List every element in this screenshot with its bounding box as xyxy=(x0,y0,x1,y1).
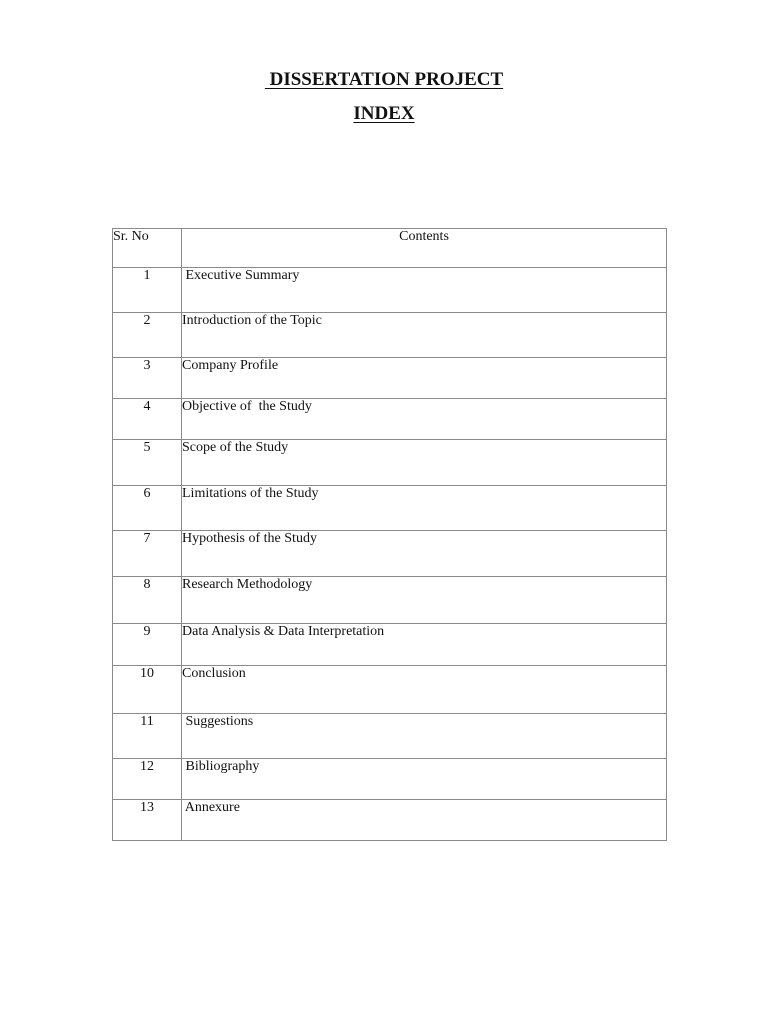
row-content: Scope of the Study xyxy=(182,440,667,486)
header-contents: Contents xyxy=(182,229,667,268)
table-row xyxy=(113,486,667,531)
table-row xyxy=(113,759,667,800)
row-number: 10 xyxy=(113,666,182,714)
row-content: Hypothesis of the Study xyxy=(182,531,667,577)
row-content: Introduction of the Topic xyxy=(182,313,667,358)
table-row xyxy=(113,440,667,486)
row-number: 9 xyxy=(113,624,182,666)
row-content: Executive Summary xyxy=(182,268,667,313)
row-content: Research Methodology xyxy=(182,577,667,624)
row-number: 5 xyxy=(113,440,182,486)
row-content: Company Profile xyxy=(182,358,667,399)
table-row xyxy=(113,714,667,759)
row-content: Annexure xyxy=(182,800,667,841)
table-row xyxy=(113,313,667,358)
table-row xyxy=(113,531,667,577)
row-number: 1 xyxy=(113,268,182,313)
table-row xyxy=(113,624,667,666)
row-content: Limitations of the Study xyxy=(182,486,667,531)
row-number: 6 xyxy=(113,486,182,531)
row-content: Bibliography xyxy=(182,759,667,800)
table-row xyxy=(113,268,667,313)
index-table xyxy=(112,228,667,841)
table-row xyxy=(113,666,667,714)
row-number: 11 xyxy=(113,714,182,759)
table-row xyxy=(113,800,667,841)
table-row xyxy=(113,358,667,399)
header-sr-no: Sr. No xyxy=(113,229,182,268)
row-content: Data Analysis & Data Interpretation xyxy=(182,624,667,666)
document-title: DISSERTATION PROJECT xyxy=(264,69,504,90)
table-row xyxy=(113,399,667,440)
row-number: 4 xyxy=(113,399,182,440)
document-subtitle: INDEX xyxy=(353,103,415,124)
row-number: 13 xyxy=(113,800,182,841)
row-number: 8 xyxy=(113,577,182,624)
table-header-row xyxy=(113,229,667,268)
row-content: Conclusion xyxy=(182,666,667,714)
row-number: 2 xyxy=(113,313,182,358)
row-number: 7 xyxy=(113,531,182,577)
table-row xyxy=(113,577,667,624)
row-content: Objective of the Study xyxy=(182,399,667,440)
row-number: 3 xyxy=(113,358,182,399)
row-number: 12 xyxy=(113,759,182,800)
row-content: Suggestions xyxy=(182,714,667,759)
